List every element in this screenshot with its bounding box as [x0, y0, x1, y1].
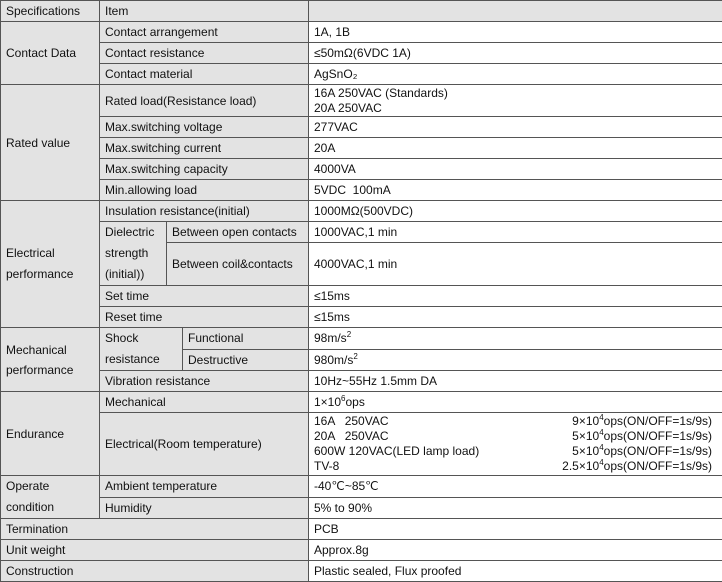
dielectric-line: (initial)) [105, 267, 145, 281]
construction-label: Construction [1, 561, 309, 582]
ops-base: 5×10 [572, 444, 600, 458]
endurance-ops [572, 429, 712, 444]
table-row [1, 476, 722, 498]
functional-value-text: 98m/s [314, 331, 347, 346]
category-line: performance [6, 267, 74, 281]
between-coil-contacts-value: 4000VAC,1 min [309, 243, 722, 286]
reset-time-label: Reset time [100, 307, 309, 328]
table-row [1, 371, 722, 392]
rated-load-value-line: 20A 250VAC [314, 100, 382, 115]
category-line: Electrical [6, 246, 55, 260]
endurance-ops [572, 414, 712, 429]
endurance-load: 16A 250VAC [314, 414, 389, 428]
min-allowing-load-value: 5VDC 100mA [309, 180, 722, 201]
ops-base: 5×10 [572, 429, 600, 443]
category-operate-condition [1, 476, 100, 519]
functional-value [309, 328, 722, 350]
ops-tail: ops(ON/OFF=1s/9s) [603, 444, 712, 458]
category-mechanical-performance [1, 328, 100, 392]
ambient-temperature-label: Ambient temperature [100, 476, 309, 498]
shock-resistance-label [100, 328, 183, 371]
table-row [1, 180, 722, 201]
mech-ops-tail: ops [345, 395, 365, 409]
max-switching-voltage-label: Max.switching voltage [100, 117, 309, 138]
endurance-row [314, 459, 722, 474]
rated-load-label: Rated load(Resistance load) [100, 85, 309, 117]
max-switching-voltage-value: 277VAC [309, 117, 722, 138]
functional-label: Functional [183, 328, 309, 350]
table-row [1, 159, 722, 180]
unit-weight-value: Approx.8g [309, 540, 722, 561]
table-row [1, 22, 722, 43]
construction-value: Plastic sealed, Flux proofed [309, 561, 722, 582]
ops-base: 9×10 [572, 414, 600, 428]
ambient-temperature-value: -40℃~85℃ [309, 476, 722, 498]
endurance-ops [572, 444, 712, 459]
table-row [1, 138, 722, 159]
contact-arrangement-value: 1A, 1B [309, 22, 722, 43]
insulation-resistance-value: 1000MΩ(500VDC) [309, 201, 722, 222]
min-allowing-load-label: Min.allowing load [100, 180, 309, 201]
table-row [1, 392, 722, 413]
category-line: Mechanical [6, 342, 67, 357]
ops-exp: 4 [599, 443, 604, 452]
destructive-value [309, 349, 722, 371]
header-value [309, 1, 722, 22]
category-line: condition [6, 500, 55, 514]
ops-tail: ops(ON/OFF=1s/9s) [603, 459, 712, 473]
header-specifications: Specifications [1, 1, 100, 22]
vibration-resistance-label: Vibration resistance [100, 371, 309, 392]
termination-label: Termination [1, 519, 309, 540]
mech-ops-exp: 6 [341, 394, 346, 403]
endurance-load: 20A 250VAC [314, 429, 389, 443]
dielectric-strength-label [100, 222, 167, 286]
ops-base: 2.5×10 [562, 459, 600, 473]
ops-tail: ops(ON/OFF=1s/9s) [603, 414, 712, 428]
category-line: performance [6, 362, 74, 377]
shock-line: Shock [105, 331, 139, 345]
insulation-resistance-label: Insulation resistance(initial) [100, 201, 309, 222]
rated-load-value-line: 16A 250VAC (Standards) [314, 85, 448, 100]
endurance-load: TV-8 [314, 459, 340, 473]
table-row [1, 497, 722, 519]
table-row [1, 85, 722, 117]
ops-tail: ops(ON/OFF=1s/9s) [603, 429, 712, 443]
header-item: Item [100, 1, 309, 22]
endurance-ops [562, 459, 712, 474]
set-time-value: ≤15ms [309, 286, 722, 307]
dielectric-line: strength [105, 246, 149, 260]
endurance-row [314, 414, 722, 429]
table-row [1, 519, 722, 540]
humidity-label: Humidity [100, 497, 309, 519]
unit-weight-label: Unit weight [1, 540, 309, 561]
dielectric-line: Dielectric [105, 225, 155, 239]
max-switching-capacity-label: Max.switching capacity [100, 159, 309, 180]
table-row [1, 43, 722, 64]
termination-value: PCB [309, 519, 722, 540]
contact-resistance-label: Contact resistance [100, 43, 309, 64]
table-row [1, 222, 722, 243]
mech-ops-base: 1×10 [314, 395, 342, 409]
max-switching-capacity-value: 4000VA [309, 159, 722, 180]
shock-line: resistance [105, 352, 160, 366]
endurance-row [314, 444, 722, 459]
destructive-label: Destructive [183, 349, 309, 371]
table-row [1, 540, 722, 561]
humidity-value: 5% to 90% [309, 497, 722, 519]
contact-arrangement-label: Contact arrangement [100, 22, 309, 43]
table-row [1, 413, 722, 476]
functional-value-sup: 2 [346, 330, 352, 340]
table-row [1, 328, 722, 350]
category-endurance: Endurance [1, 392, 100, 476]
between-coil-contacts-label: Between coil&contacts [167, 243, 309, 286]
vibration-resistance-value: 10Hz~55Hz 1.5mm DA [309, 371, 722, 392]
rated-load-value [309, 85, 722, 117]
electrical-endurance-label: Electrical(Room temperature) [100, 413, 309, 476]
between-open-contacts-label: Between open contacts [167, 222, 309, 243]
destructive-value-sup: 2 [353, 351, 358, 361]
ops-exp: 4 [599, 413, 604, 422]
ops-exp: 4 [599, 458, 604, 467]
table-row [1, 561, 722, 582]
category-rated-value: Rated value [1, 85, 100, 201]
table-row [1, 64, 722, 85]
table-row [1, 201, 722, 222]
max-switching-current-value: 20A [309, 138, 722, 159]
contact-material-value: AgSnO₂ [309, 64, 722, 85]
category-contact-data: Contact Data [1, 22, 100, 85]
mechanical-endurance-label: Mechanical [100, 392, 309, 413]
header-row [1, 1, 722, 22]
table-row [1, 286, 722, 307]
table-row [1, 117, 722, 138]
destructive-value-text: 980m/s [314, 352, 354, 367]
electrical-endurance-value [309, 413, 722, 476]
endurance-load: 600W 120VAC(LED lamp load) [314, 444, 480, 458]
ops-exp: 4 [599, 428, 604, 437]
table-row [1, 307, 722, 328]
reset-time-value: ≤15ms [309, 307, 722, 328]
contact-resistance-value: ≤50mΩ(6VDC 1A) [309, 43, 722, 64]
set-time-label: Set time [100, 286, 309, 307]
category-electrical-performance [1, 201, 100, 328]
mechanical-endurance-value [309, 392, 722, 413]
contact-material-label: Contact material [100, 64, 309, 85]
category-line: Operate [6, 479, 50, 493]
max-switching-current-label: Max.switching current [100, 138, 309, 159]
endurance-row [314, 429, 722, 444]
between-open-contacts-value: 1000VAC,1 min [309, 222, 722, 243]
